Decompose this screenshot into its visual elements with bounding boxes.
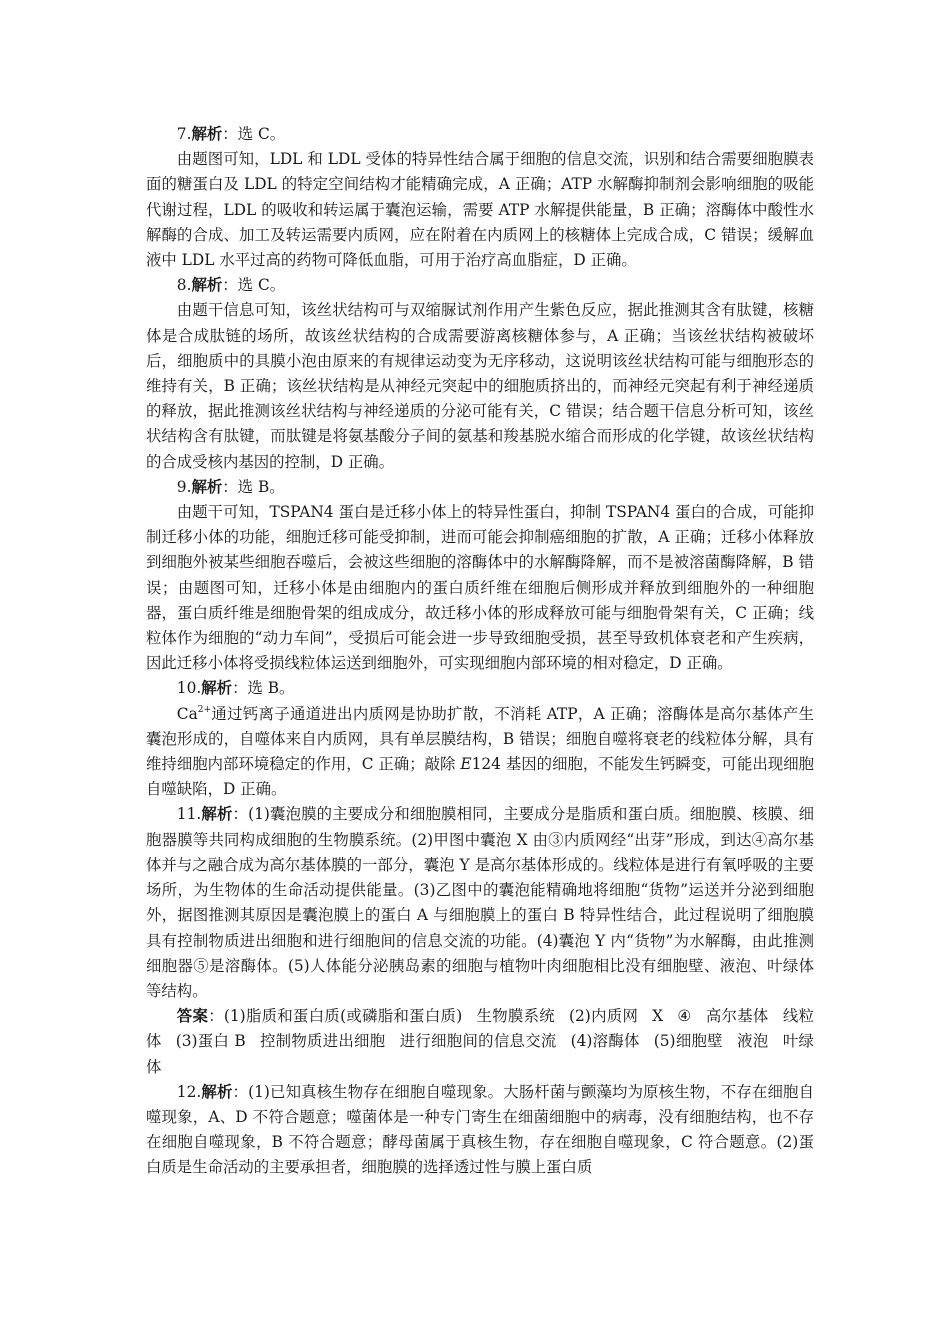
q8-number: 8. [176, 276, 192, 295]
q7-heading [146, 122, 814, 147]
q9-choice: ：选 B。 [222, 477, 285, 496]
q8-choice: ：选 C。 [222, 276, 286, 295]
answer-item: (5)细胞壁 [653, 1032, 723, 1051]
q12-text: ：(1)已知真核生物存在细胞自噬现象。大肠杆菌与颤藻均为原核生物，不存在细胞自噬现象，A、D 不符合题意；噬菌体是一种专门寄生在细菌细胞中的病毒，没有细胞结构，也不存在细胞自噬现象，B 不符合题意；酵母菌属于真核生物，存在细胞自噬现象，C 符合题意。(2)蛋白质是生命活动的主要承担者，细胞膜的选择透过性与膜上蛋白质 [146, 1082, 814, 1177]
q10-explanation [146, 702, 814, 803]
q8-heading [146, 273, 814, 298]
q10-label: 解析 [201, 679, 233, 698]
answer-item: 进行细胞间的信息交流 [399, 1032, 557, 1051]
answer-item: 控制物质进出细胞 [259, 1032, 386, 1051]
answer-item: X [652, 1007, 664, 1026]
q10-heading [146, 676, 814, 701]
answer-item: 叶绿体 [146, 1032, 814, 1076]
answer-item: 高尔基体 [705, 1007, 769, 1026]
q7-number: 7. [176, 125, 192, 143]
q11-answer [146, 1004, 814, 1080]
q7-explanation: 由题图可知，LDL 和 LDL 受体的特异性结合属于细胞的信息交流，识别和结合需要细胞膜表面的糖蛋白及 LDL 的特定空间结构才能精确完成，A 正确；ATP 水解酶抑制剂会影响细胞的吸能代谢过程，LDL 的吸收和转运属于囊泡运输，需要 ATP 水解提供能量，B 正确；溶酶体中酸性水解酶的合成、加工及转运需要内质网，应在附着在内质网上的核糖体上完成合成，C 错误；缓解血液中 LDL 水平过高的药物可降低血脂，可用于治疗高血脂症，D 正确。 [146, 150, 814, 270]
answer-item: (3)蛋白 B [175, 1032, 246, 1051]
q10-choice: ：选 B。 [232, 679, 295, 698]
answer-item: 线粒体 [146, 1007, 814, 1051]
q12-number: 12. [176, 1082, 202, 1101]
q7-label: 解析 [191, 125, 223, 143]
answer-item: 液泡 [736, 1032, 769, 1051]
q11-answer-label: 答案 [176, 1007, 209, 1026]
q10-text-a: 通过钙离子通道进出内质网是协助扩散，不消耗 ATP，A 正确；溶酶体是高尔基体产生囊泡形成的，自噬体来自内质网，具有单层膜结构，B 错误；细胞自噬将衰老的线粒体分解，具有维持细胞内部环境稳定的作用，C 正确；敲除 [146, 704, 814, 774]
q9-heading [146, 475, 814, 500]
q9-number: 9. [176, 477, 192, 496]
q11-text: ：(1)囊泡膜的主要成分和细胞膜相同，主要成分是脂质和蛋白质。细胞膜、核膜、细胞器膜等共同构成细胞的生物膜系统。(2)甲图中囊泡 X 由③内质网经“出芽”形成，到达④高尔基体并与之融合成为高尔基体膜的一部分，囊泡 Y 是高尔基体形成的。线粒体是进行有氧呼吸的主要场所，为生物体的生命活动提供能量。(3)乙图中的囊泡能精确地将细胞“货物”运送并分泌到细胞外，据图推测其原因是囊泡膜上的蛋白 A 与细胞膜上的蛋白 B 特异性结合，此过程说明了细胞膜具有控制物质进出细胞和进行细胞间的信息交流的功能。(4)囊泡 Y 内“货物”为水解酶，由此推测细胞器⑤是溶酶体。(5)人体能分泌胰岛素的细胞与植物叶肉细胞相比没有细胞壁、液泡、叶绿体等结构。 [146, 805, 814, 1000]
q9-explanation: 由题干可知，TSPAN4 蛋白是迁移小体上的特异性蛋白，抑制 TSPAN4 蛋白的合成，可能抑制迁移小体的功能，细胞迁移可能受抑制，进而可能会抑制癌细胞的扩散，A 正确；迁移小体释放到细胞外被某些细胞吞噬后，会被这些细胞的溶酶体中的水解酶降解，而不是被溶菌酶降解，B 错误；由题图可知，迁移小体是由细胞内的蛋白质纤维在细胞后侧形成并释放到细胞外的一种细胞器，蛋白质纤维是细胞骨架的组成成分，故迁移小体的形成释放可能与细胞骨架有关，C 正确；线粒体作为细胞的“动力车间”，受损后可能会进一步导致细胞受损，甚至导致机体衰老和产生疾病，因此迁移小体将受损线粒体运送到细胞外，可实现细胞内部环境的相对稳定，D 正确。 [146, 503, 814, 673]
q8-label: 解析 [191, 276, 223, 295]
q11-label: 解析 [201, 805, 233, 824]
answer-item: 生物膜系统 [476, 1007, 555, 1026]
q10-number: 10. [176, 679, 202, 698]
q8-explanation: 由题干信息可知，该丝状结构可与双缩脲试剂作用产生紫色反应，据此推测其含有肽键，核糖体是合成肽链的场所，故该丝状结构的合成需要游离核糖体参与，A 正确；当该丝状结构被破坏后，细胞质中的具膜小泡由原来的有规律运动变为无序移动，这说明该丝状结构可能与细胞形态的维持有关，B 正确；该丝状结构是从神经元突起中的细胞质挤出的，而神经元突起有利于神经递质的释放，据此推测该丝状结构与神经递质的分泌可能有关，C 错误；结合题干信息分析可知，该丝状结构含有肽键，而肽键是将氨基酸分子间的氨基和羧基脱水缩合而形成的化学键，故该丝状结构的合成受核内基因的控制，D 正确。 [146, 301, 814, 471]
q10-text-b: 124 基因的细胞，不能发生钙瞬变，可能出现细胞自噬缺陷，D 正确。 [146, 755, 814, 799]
calcium-symbol: Ca [176, 704, 198, 723]
answer-item: ④ [677, 1007, 692, 1026]
gene-symbol: E [460, 755, 472, 774]
q9-label: 解析 [191, 477, 223, 496]
answer-page [146, 122, 814, 1181]
q11-number: 11. [176, 805, 202, 824]
answer-item: (4)溶酶体 [570, 1032, 640, 1051]
answer-item: ：(1)脂质和蛋白质(或磷脂和蛋白质) [208, 1007, 463, 1026]
q7-choice: ：选 C。 [222, 125, 286, 143]
q12-label: 解析 [201, 1082, 233, 1101]
answer-item: (2)内质网 [568, 1007, 639, 1026]
calcium-charge: 2+ [197, 704, 212, 715]
q11-explanation [146, 802, 814, 1004]
q12-explanation [146, 1080, 814, 1181]
